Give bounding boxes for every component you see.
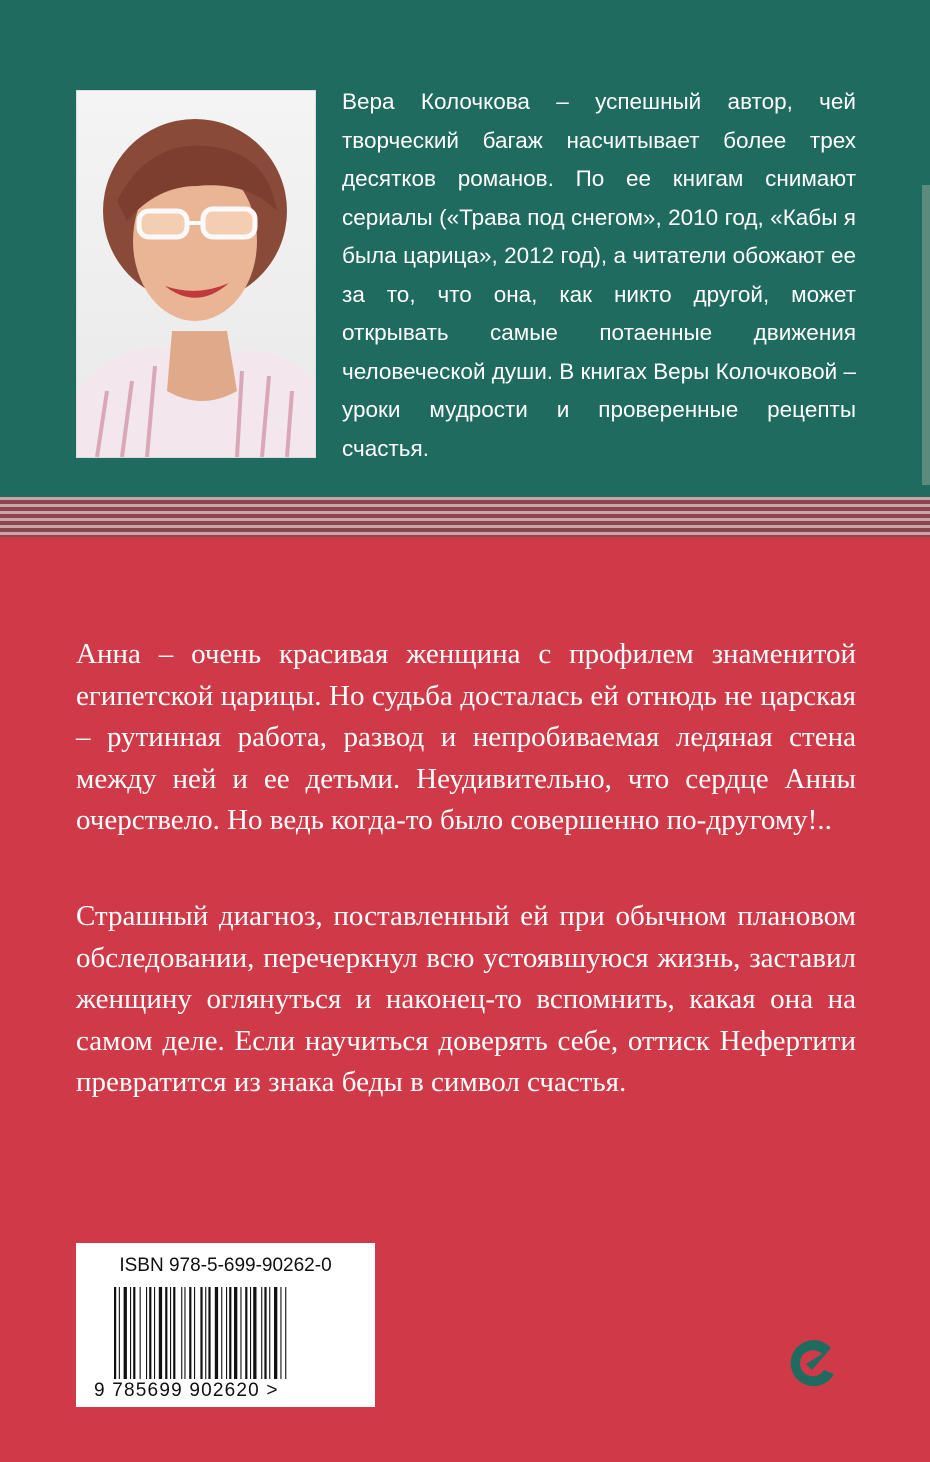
- barcode-bar: [184, 1287, 185, 1379]
- barcode-digits: 9 785699 902620 >: [94, 1380, 279, 1401]
- barcode-bar: [124, 1287, 127, 1379]
- barcode-bar: [205, 1287, 206, 1379]
- barcode-bar: [250, 1287, 251, 1379]
- isbn-barcode-block: [76, 1243, 375, 1407]
- barcode-bar: [215, 1287, 218, 1379]
- author-bio: Вера Колочкова – успешный автор, чей творческий багаж насчитывает более трех десятков романов. По ее книгам снимают сериалы («Трава под снегом», 2010 год, «Кабы я была царица», 2012 год), а читатели обожают ее за то, что она, как никто другой, может открывать самые потаенные движения человеческой души. В книгах Веры Колочковой – уроки мудрости и проверенные рецепты счастья.: [342, 89, 856, 461]
- annotation-paragraph: Страшный диагноз, поставленный ей при обычном плановом обследовании, перечеркнул всю устоявшуюся жизнь, заставил женщину оглянуться и наконец-то вспомнить, какая она на самом деле. Если научиться доверять себе, оттиск Нефертити превратится из знака беды в символ счастья.: [76, 900, 856, 1098]
- barcode-bar: [194, 1287, 195, 1379]
- barcode-bar: [208, 1287, 210, 1379]
- barcode-bar: [159, 1287, 162, 1379]
- barcode-bar: [269, 1287, 270, 1379]
- barcode-bar: [221, 1287, 222, 1379]
- author-photo: [76, 90, 316, 458]
- barcode-bar: [133, 1287, 135, 1379]
- annotation-paragraph: Анна – очень красивая женщина с профилем знаменитой египетской царицы. Но судьба досталась ей отнюдь не царская – рутинная работа, развод и непробиваемая ледяная стена между ней и ее детьми. Неудивительно, что сердце Анны очерствело. Но ведь когда-то было совершенно по-другому!..: [76, 638, 856, 836]
- barcode-bar: [181, 1287, 182, 1379]
- divider-stripes: [0, 497, 930, 537]
- barcode-bar: [173, 1287, 175, 1379]
- barcode-bar: [154, 1287, 155, 1379]
- barcode-icon: [114, 1287, 344, 1379]
- barcode-bar: [170, 1287, 171, 1379]
- barcode-bar: [280, 1287, 281, 1379]
- barcode-bar: [130, 1287, 131, 1379]
- barcode-bar: [189, 1287, 191, 1379]
- barcode-bar: [200, 1287, 202, 1379]
- barcode-bar: [119, 1287, 120, 1379]
- barcode-bar: [234, 1287, 237, 1379]
- spine-edge: [922, 185, 930, 485]
- barcode-bar: [285, 1287, 286, 1379]
- barcode-bar: [240, 1287, 241, 1379]
- barcode-bar: [274, 1287, 277, 1379]
- barcode-bar: [261, 1287, 262, 1379]
- barcode-bar: [264, 1287, 266, 1379]
- barcode-bar: [114, 1287, 116, 1379]
- publisher-logo-icon: [784, 1334, 842, 1392]
- barcode-bar: [165, 1287, 167, 1379]
- barcode-bar: [245, 1287, 247, 1379]
- barcode-bar: [149, 1287, 151, 1379]
- barcode-bar: [146, 1287, 147, 1379]
- barcode-bar: [226, 1287, 227, 1379]
- barcode-bar: [140, 1287, 141, 1379]
- barcode-bar: [253, 1287, 256, 1379]
- isbn-label: ISBN 978-5-699-90262-0: [119, 1255, 332, 1276]
- author-portrait: [77, 91, 315, 457]
- barcode-bar: [229, 1287, 231, 1379]
